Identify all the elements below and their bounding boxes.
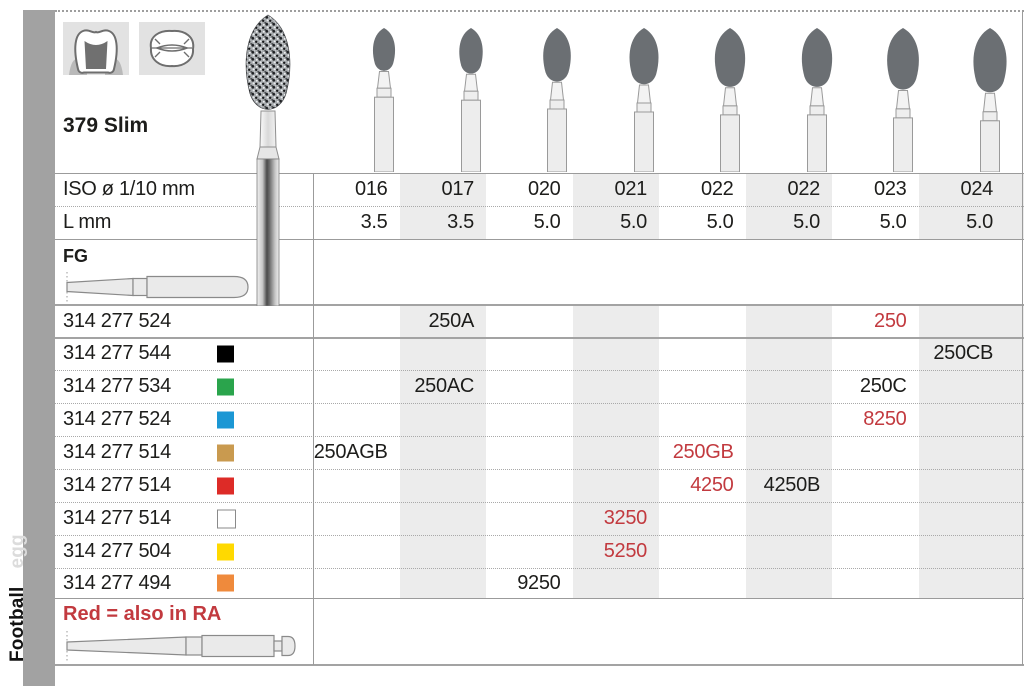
- figure-code-cell: [919, 535, 1006, 568]
- bur-size-icon: [879, 26, 927, 177]
- figure-code-cell: 250AC: [414, 375, 474, 397]
- figure-code-cell: [313, 403, 400, 436]
- figure-code-cell: 5250: [603, 540, 647, 562]
- iso-value-cell: 017: [441, 178, 474, 200]
- figure-code-cell: 9250: [517, 572, 561, 594]
- figure-code-cell: [919, 502, 1006, 535]
- figure-code-cell: [659, 535, 746, 568]
- iso-row-label: ISO ø 1/10 mm: [63, 178, 195, 200]
- figure-code-cell: [659, 403, 746, 436]
- figure-code-cell: [486, 337, 573, 370]
- length-row-label: L mm: [63, 211, 112, 233]
- bur-size-icon: [966, 26, 1014, 177]
- figure-code-cell: [746, 436, 833, 469]
- order-number: 314 277 534: [55, 370, 313, 403]
- figure-code-cell: [832, 568, 919, 598]
- ra-shank-icon: [58, 628, 308, 669]
- product-row: [55, 568, 1024, 598]
- figure-code-cell: [313, 305, 400, 337]
- figure-code-cell: [746, 305, 833, 337]
- iso-value-cell: 024: [960, 178, 993, 200]
- figure-code-cell: [659, 568, 746, 598]
- bur-size-icon: [533, 26, 581, 177]
- figure-code-cell: [573, 403, 660, 436]
- figure-code-cell: [573, 305, 660, 337]
- figure-code-cell: 250AGB: [313, 441, 388, 463]
- figure-code-cell: [919, 568, 1006, 598]
- figure-code-cell: [313, 568, 400, 598]
- color-code-swatch: [217, 378, 234, 395]
- figure-code-cell: 4250: [690, 474, 734, 496]
- product-row: [55, 469, 1024, 502]
- iso-value-cell: 022: [701, 178, 734, 200]
- figure-code-cell: [313, 535, 400, 568]
- color-code-swatch: [217, 543, 234, 560]
- color-code-swatch: [217, 509, 236, 528]
- order-number: 314 277 524: [63, 310, 171, 332]
- figure-code-cell: [746, 502, 833, 535]
- figure-code-cell: [400, 436, 487, 469]
- figure-code-cell: [919, 403, 1006, 436]
- figure-code-cell: [919, 469, 1006, 502]
- figure-code-cell: [486, 305, 573, 337]
- figure-code-cell: [659, 305, 746, 337]
- iso-value-cell: 021: [614, 178, 647, 200]
- order-number: 314 277 514: [55, 502, 313, 535]
- figure-code-cell: [486, 403, 573, 436]
- figure-code-cell: 3250: [603, 507, 647, 529]
- figure-code-cell: [486, 469, 573, 502]
- figure-code-cell: [832, 469, 919, 502]
- figure-code-cell: 250C: [859, 375, 907, 397]
- fg-shank-icon: [58, 270, 258, 309]
- iso-value-cell: 023: [874, 178, 907, 200]
- length-value-cell: 3.5: [447, 211, 474, 233]
- figure-code-cell: 250: [874, 310, 907, 332]
- figure-code-cell: [573, 337, 660, 370]
- figure-code-cell: [313, 469, 400, 502]
- figure-code-cell: [919, 370, 1006, 403]
- figure-code-cell: 250CB: [933, 342, 993, 364]
- red-ra-note: Red = also in RA: [63, 603, 222, 625]
- figure-code-cell: [832, 502, 919, 535]
- sidebar-labels: [7, 534, 29, 662]
- product-row: [55, 337, 1024, 370]
- figure-code-cell: [746, 403, 833, 436]
- order-number: 314 277 544: [55, 337, 313, 370]
- length-value-cell: 5.0: [706, 211, 734, 233]
- bur-size-icon: [793, 26, 841, 177]
- bur-size-icon: [706, 26, 754, 177]
- color-code-swatch: [217, 575, 234, 592]
- figure-code-cell: [486, 502, 573, 535]
- figure-code-cell: [919, 305, 1006, 337]
- figure-code-cell: [400, 502, 487, 535]
- figure-code-cell: [832, 337, 919, 370]
- color-code-swatch: [217, 444, 234, 461]
- figure-code-cell: [659, 370, 746, 403]
- figure-code-cell: [486, 535, 573, 568]
- bur-size-icon: [620, 26, 668, 177]
- figure-code-cell: [573, 370, 660, 403]
- length-value-cell: 5.0: [966, 211, 993, 233]
- figure-code-cell: [400, 337, 487, 370]
- color-code-swatch: [217, 411, 234, 428]
- figure-code-cell: [400, 403, 487, 436]
- figure-code-cell: [919, 436, 1006, 469]
- figure-code-cell: [573, 469, 660, 502]
- figure-code-cell: [573, 568, 660, 598]
- product-row: [55, 436, 1024, 469]
- product-row: [55, 403, 1024, 436]
- figure-code-cell: [313, 370, 400, 403]
- page-title: 379 Slim: [63, 114, 149, 137]
- figure-code-cell: [746, 337, 833, 370]
- product-row: [55, 502, 1024, 535]
- figure-code-cell: [313, 337, 400, 370]
- figure-code-cell: [313, 502, 400, 535]
- figure-code-cell: [659, 502, 746, 535]
- order-number: 314 277 494: [55, 568, 313, 598]
- figure-code-cell: [832, 535, 919, 568]
- sidebar-shape-alt-name: egg: [7, 534, 28, 569]
- figure-code-cell: 250GB: [672, 441, 734, 463]
- figure-code-cell: 8250: [863, 408, 907, 430]
- figure-code-cell: [400, 568, 487, 598]
- figure-code-cell: [486, 436, 573, 469]
- product-row: [55, 370, 1024, 403]
- length-value-cell: 5.0: [879, 211, 907, 233]
- order-number: 314 277 514: [55, 469, 313, 502]
- figure-code-cell: [486, 370, 573, 403]
- color-code-swatch: [217, 477, 234, 494]
- order-number: 314 277 504: [55, 535, 313, 568]
- occlusal-view-icon: [139, 22, 205, 75]
- length-value-cell: 3.5: [360, 211, 388, 233]
- crown-prep-icon: [63, 22, 129, 75]
- top-dotted-border: [55, 10, 1024, 12]
- iso-value-cell: 022: [787, 178, 820, 200]
- table-bottom-line: [55, 598, 1024, 599]
- figure-code-cell: [400, 469, 487, 502]
- sidebar-shape-name: Football: [7, 586, 28, 662]
- iso-value-cell: 016: [355, 178, 388, 200]
- length-value-cell: 5.0: [793, 211, 820, 233]
- product-row: [55, 305, 1024, 337]
- figure-code-cell: [659, 337, 746, 370]
- order-number: 314 277 524: [55, 403, 313, 436]
- figure-code-cell: [746, 370, 833, 403]
- order-number: 314 277 514: [55, 436, 313, 469]
- l-row-bottom-line: [55, 239, 1024, 240]
- figure-code-cell: [573, 436, 660, 469]
- egg-bur-photo-icon: [234, 12, 302, 311]
- bur-size-icon: [447, 26, 495, 177]
- figure-code-cell: 4250B: [763, 474, 820, 496]
- figure-code-cell: 250A: [428, 310, 474, 332]
- color-code-swatch: [217, 345, 234, 362]
- length-value-cell: 5.0: [533, 211, 561, 233]
- bur-size-icon: [360, 26, 408, 177]
- product-row: [55, 535, 1024, 568]
- fg-shank-label: FG: [63, 246, 88, 266]
- iso-value-cell: 020: [528, 178, 561, 200]
- figure-code-cell: [400, 535, 487, 568]
- figure-code-cell: [746, 568, 833, 598]
- figure-code-cell: [746, 535, 833, 568]
- figure-code-cell: [832, 436, 919, 469]
- length-value-cell: 5.0: [620, 211, 647, 233]
